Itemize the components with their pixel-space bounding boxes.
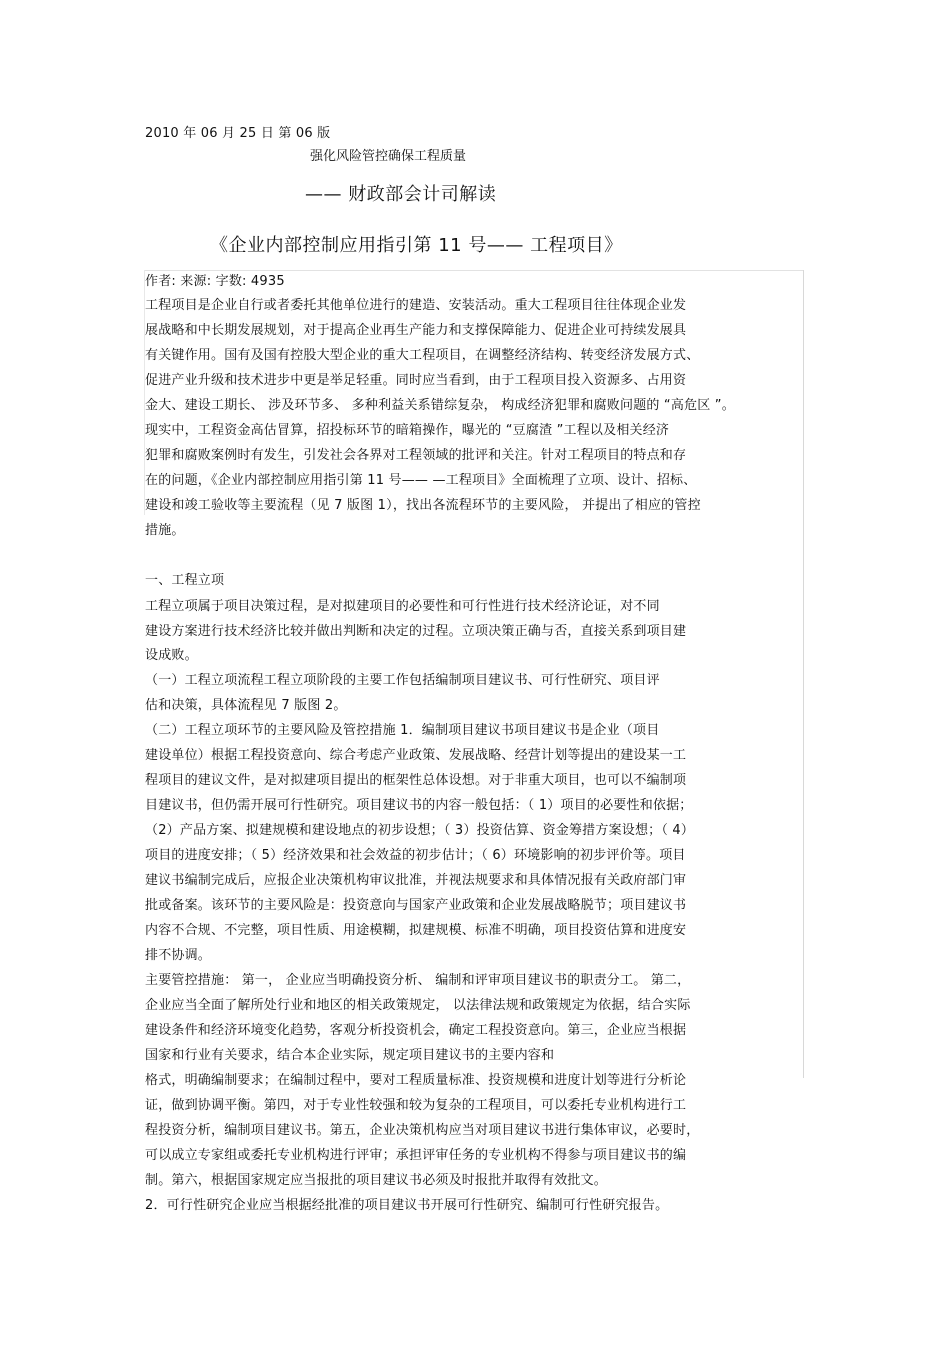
body-line: 主要管控措施： 第一， 企业应当明确投资分析、 编制和评审项目建议书的职责分工。 第二，: [145, 973, 691, 988]
body-line: 促进产业升级和技术进步中更是举足轻重。同时应当看到，由于工程项目投入资源多、占用资: [145, 373, 687, 388]
body-line: 企业应当全面了解所处行业和地区的相关政策规定， 以法律法规和政策规定为依据，结合实际: [145, 998, 691, 1013]
body-line: 建设单位）根据工程投资意向、综合考虑产业政策、发展战略、经营计划等提出的建设某一工: [145, 748, 687, 763]
body-line: 证，做到协调平衡。第四，对于专业性较强和较为复杂的工程项目，可以委托专业机构进行工: [145, 1098, 687, 1113]
body-line: 制。第六，根据国家规定应当报批的项目建议书必须及时报批并取得有效批文。: [145, 1173, 608, 1188]
body-line: （一）工程立项流程工程立项阶段的主要工作包括编制项目建议书、可行性研究、项目评: [145, 673, 660, 688]
body-line: 建设方案进行技术经济比较并做出判断和决定的过程。立项决策正确与否，直接关系到项目建: [145, 624, 687, 639]
body-line: 措施。: [145, 523, 185, 538]
article-subtitle: 强化风险管控确保工程质量: [310, 149, 467, 164]
body-line: 现实中，工程资金高估冒算，招投标环节的暗箱操作，曝光的 “豆腐渣 ”工程以及相关经济: [145, 423, 670, 438]
body-line: 在的问题，《企业内部控制应用指引第 11 号—— —工程项目》全面梳理了立项、设计、招标、: [145, 473, 697, 488]
body-line: 项目的进度安排；（ 5）经济效果和社会效益的初步估计；（ 6）环境影响的初步评价等。项目: [145, 848, 686, 863]
body-line: 排不协调。: [145, 948, 212, 963]
body-line: （二）工程立项环节的主要风险及管控措施 1．编制项目建议书项目建议书是企业（项目: [145, 723, 660, 738]
dateline: 2010 年 06 月 25 日 第 06 版: [145, 126, 331, 141]
section-heading: 一、工程立项: [145, 573, 225, 588]
body-line: 工程立项属于项目决策过程，是对拟建项目的必要性和可行性进行技术经济论证，对不同: [145, 599, 660, 614]
body-line: 设成败。: [145, 648, 198, 663]
body-line: 国家和行业有关要求，结合本企业实际，规定项目建议书的主要内容和: [145, 1048, 555, 1063]
body-line: 格式，明确编制要求；在编制过程中，要对工程质量标准、投资规模和进度计划等进行分析论: [145, 1073, 687, 1088]
body-line: 犯罪和腐败案例时有发生，引发社会各界对工程领域的批评和关注。针对工程项目的特点和存: [145, 448, 687, 463]
article-title-line2: 《企业内部控制应用指引第 11 号—— 工程项目》: [210, 235, 623, 256]
body-line: 建设条件和经济环境变化趋势，客观分析投资机会，确定工程投资意向。第三，企业应当根据: [145, 1023, 687, 1038]
frame-border-right: [803, 270, 804, 1078]
body-line: 批或备案。该环节的主要风险是：投资意向与国家产业政策和企业发展战略脱节；项目建议书: [145, 898, 687, 913]
body-line: 建设和竣工验收等主要流程（见 7 版图 1），找出各流程环节的主要风险， 并提出了相应的管控: [145, 498, 701, 513]
body-line: 可以成立专家组或委托专业机构进行评审；承担评审任务的专业机构不得参与项目建议书的编: [145, 1148, 687, 1163]
body-line: 程项目的建议文件，是对拟建项目提出的框架性总体设想。对于非重大项目，也可以不编制项: [145, 773, 687, 788]
article-title-line1: —— 财政部会计司解读: [305, 184, 497, 205]
body-line: 建议书编制完成后，应报企业决策机构审议批准，并视法规要求和具体情况报有关政府部门审: [145, 873, 687, 888]
body-line: 内容不合规、不完整，项目性质、用途模糊，拟建规模、标准不明确，项目投资估算和进度安: [145, 923, 687, 938]
body-line: 有关键作用。国有及国有控股大型企业的重大工程项目，在调整经济结构、转变经济发展方式、: [145, 348, 700, 363]
body-line: 金大、建设工期长、 涉及环节多、 多种利益关系错综复杂， 构成经济犯罪和腐败问题的 “高危区 ”。: [145, 398, 735, 413]
body-line: （2）产品方案、拟建规模和建设地点的初步设想；（ 3）投资估算、资金筹措方案设想；（ 4）: [145, 823, 695, 838]
body-line: 目建议书，但仍需开展可行性研究。项目建议书的内容一般包括：（ 1）项目的必要性和依据；: [145, 798, 693, 813]
body-line: 估和决策，具体流程见 7 版图 2。: [145, 698, 347, 713]
body-line: 工程项目是企业自行或者委托其他单位进行的建造、安装活动。重大工程项目往往体现企业发: [145, 298, 687, 313]
body-line: 程投资分析，编制项目建议书。第五，企业决策机构应当对项目建议书进行集体审议，必要时，: [145, 1123, 700, 1138]
article-meta: 作者: 来源: 字数: 4935: [145, 274, 285, 289]
body-line: 2．可行性研究企业应当根据经批准的项目建议书开展可行性研究、编制可行性研究报告。: [145, 1198, 669, 1213]
body-line: 展战略和中长期发展规划，对于提高企业再生产能力和支撑保障能力、促进企业可持续发展具: [145, 323, 687, 338]
